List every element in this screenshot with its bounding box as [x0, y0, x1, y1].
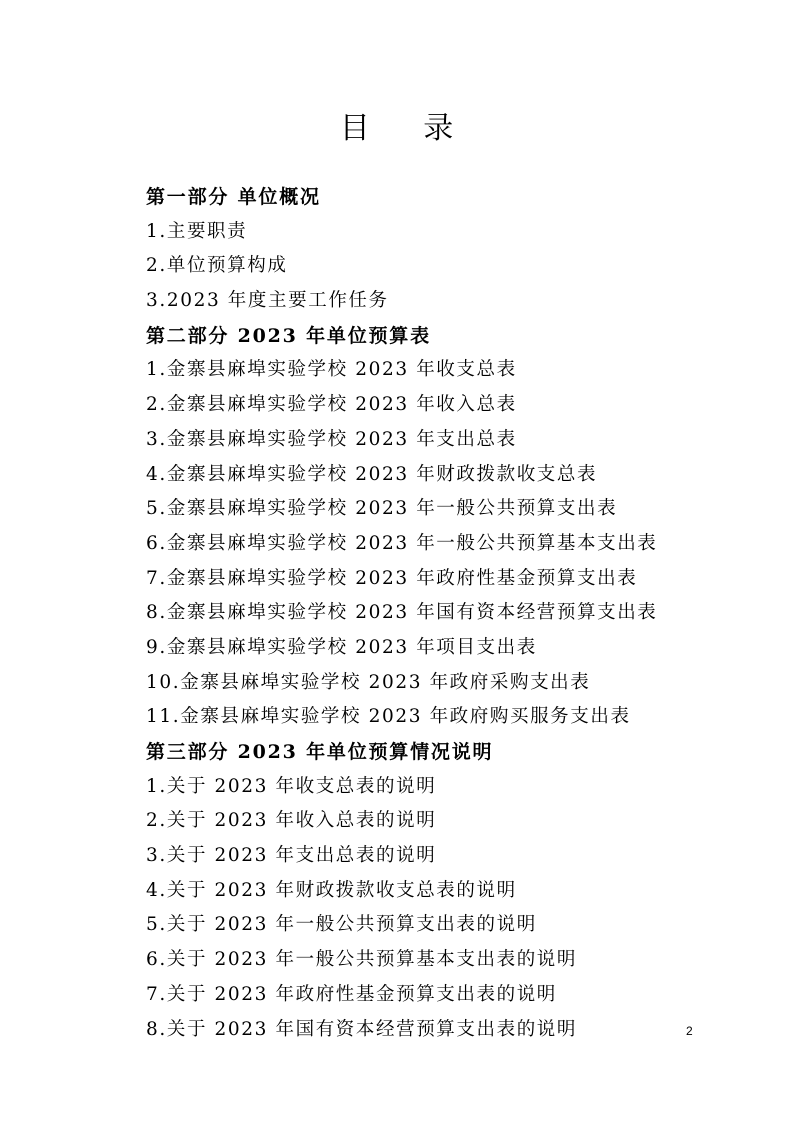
section-heading-part-3[interactable]: 第三部分 2023 年单位预算情况说明 [146, 741, 494, 763]
toc-entry[interactable]: 6.关于 2023 年一般公共预算基本支出表的说明 [146, 949, 577, 971]
toc-entry[interactable]: 6.金寨县麻埠实验学校 2023 年一般公共预算基本支出表 [146, 532, 658, 554]
page-number: 2 [686, 1024, 693, 1038]
toc-entry[interactable]: 2.单位预算构成 [146, 255, 288, 277]
table-of-contents [146, 180, 746, 1047]
toc-entry[interactable]: 9.金寨县麻埠实验学校 2023 年项目支出表 [146, 636, 537, 658]
toc-entry[interactable]: 7.金寨县麻埠实验学校 2023 年政府性基金预算支出表 [146, 567, 638, 589]
toc-entry[interactable]: 2.关于 2023 年收入总表的说明 [146, 810, 437, 832]
section-heading-part-1[interactable]: 第一部分 单位概况 [146, 186, 321, 208]
section-heading-part-2[interactable]: 第二部分 2023 年单位预算表 [146, 324, 431, 347]
toc-entry[interactable]: 3.2023 年度主要工作任务 [146, 290, 389, 312]
toc-entry[interactable]: 3.金寨县麻埠实验学校 2023 年支出总表 [146, 428, 517, 450]
page-title: 目 录 [339, 111, 476, 146]
toc-entry[interactable]: 8.关于 2023 年国有资本经营预算支出表的说明 [146, 1018, 577, 1040]
toc-entry[interactable]: 1.关于 2023 年收支总表的说明 [146, 775, 437, 797]
toc-entry[interactable]: 11.金寨县麻埠实验学校 2023 年政府购买服务支出表 [146, 706, 631, 728]
toc-entry[interactable]: 5.金寨县麻埠实验学校 2023 年一般公共预算支出表 [146, 498, 618, 520]
toc-entry[interactable]: 1.主要职责 [146, 220, 248, 242]
toc-entry[interactable]: 10.金寨县麻埠实验学校 2023 年政府采购支出表 [146, 671, 591, 693]
toc-entry[interactable]: 4.关于 2023 年财政拨款收支总表的说明 [146, 879, 517, 901]
toc-entry[interactable]: 3.关于 2023 年支出总表的说明 [146, 845, 437, 867]
toc-entry[interactable]: 4.金寨县麻埠实验学校 2023 年财政拨款收支总表 [146, 463, 598, 485]
toc-entry[interactable]: 8.金寨县麻埠实验学校 2023 年国有资本经营预算支出表 [146, 602, 658, 624]
toc-entry[interactable]: 5.关于 2023 年一般公共预算支出表的说明 [146, 914, 537, 936]
toc-entry[interactable]: 1.金寨县麻埠实验学校 2023 年收支总表 [146, 359, 517, 381]
toc-entry[interactable]: 2.金寨县麻埠实验学校 2023 年收入总表 [146, 394, 517, 416]
toc-entry[interactable]: 7.关于 2023 年政府性基金预算支出表的说明 [146, 983, 557, 1005]
